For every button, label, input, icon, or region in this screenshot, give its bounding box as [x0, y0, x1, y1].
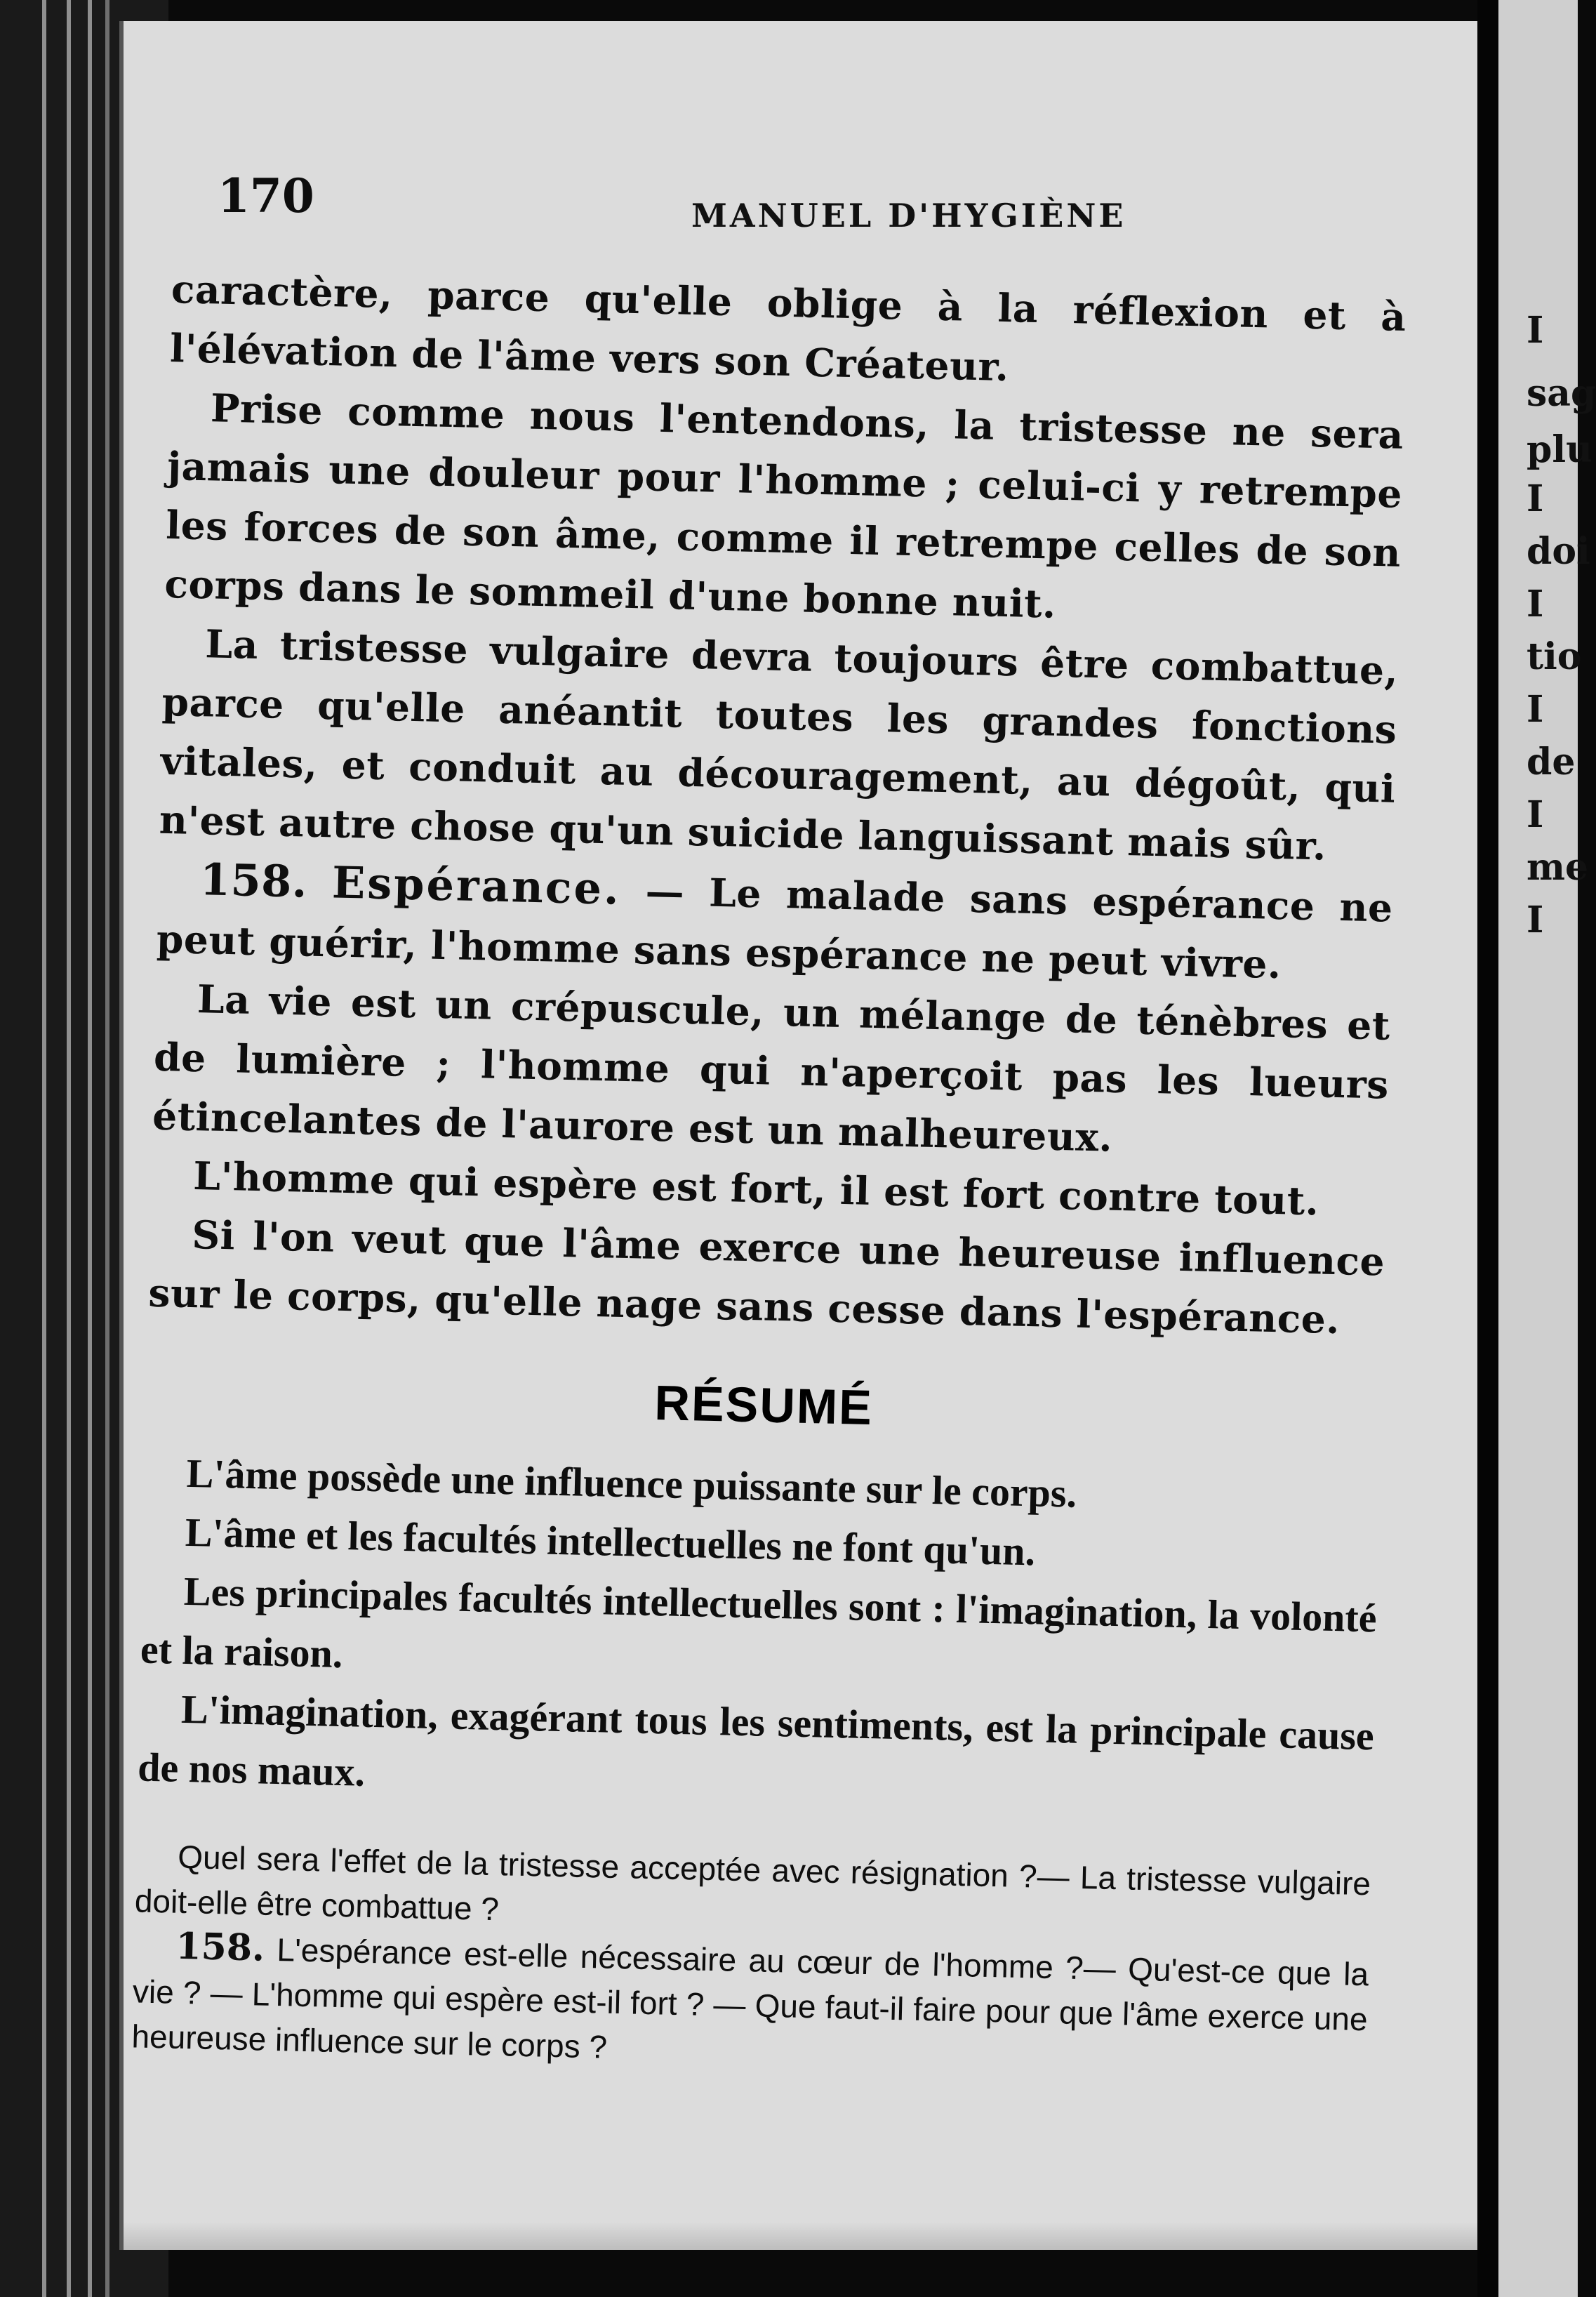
- section-text: — Le malade sans espérance ne peut guérir, l'homme sans espérance ne peut vivre.: [156, 867, 1394, 988]
- paragraph: La vie est un crépuscule, un mélange de ténèbres et de lumière ; l'homme qui n'aperçoit pas les lueurs étincelantes de l'aurore est un malheureux.: [152, 976, 1391, 1160]
- page-edge-line: [42, 0, 46, 2297]
- paragraph: caractère, parce qu'elle oblige à la réflexion et à l'élévation de l'âme vers son Créateur.: [169, 265, 1407, 390]
- page-number: 170: [218, 168, 314, 223]
- facing-page-text: de: [1527, 741, 1576, 783]
- facing-page-text: I: [1527, 899, 1544, 941]
- facing-page-text: I: [1527, 583, 1544, 625]
- facing-page-text: I: [1527, 793, 1544, 836]
- running-head: MANUEL D'HYGIÈNE: [691, 197, 1126, 234]
- resume-heading: RÉSUMÉ: [653, 1375, 874, 1436]
- question-block: Quel sera l'effet de la tristesse acceptée avec résignation ?— La tristesse vulgaire doit-elle être combattue ?: [134, 1838, 1371, 1928]
- section-title: Espérance.: [331, 856, 622, 915]
- summary-line: Les principales facultés intellectuelles sont : l'imagination, la volonté et la raison.: [140, 1568, 1378, 1677]
- page-edge-line: [105, 0, 109, 2297]
- question-text: L'espérance est-elle nécessaire au cœur de l'homme ?— Qu'est-ce que la vie ? — L'homme qui espère est-il fort ? — Que faut-il faire pour que l'âme exerce une heureuse influence sur le corps ?: [131, 1931, 1369, 2065]
- facing-page-text: sag: [1527, 372, 1596, 415]
- book-gutter: [1477, 0, 1498, 2297]
- page-edge-line: [88, 0, 92, 2297]
- section-number: 158.: [199, 854, 308, 908]
- facing-page-text: I: [1527, 688, 1544, 731]
- paragraph: La tristesse vulgaire devra toujours être combattue, parce qu'elle anéantit toutes les grandes fonctions vitales, et conduit au découragement, au dégoût, qui n'est autre chose qu'un suicide languissant mais sûr.: [159, 621, 1399, 869]
- question-block: [131, 1923, 1369, 2086]
- facing-page-text: tio: [1527, 635, 1582, 678]
- summary-line: L'âme possède une influence puissante sur le corps.: [186, 1450, 1077, 1516]
- resume-summary: [137, 1443, 1380, 1825]
- body-text: [148, 260, 1407, 1351]
- page-edge-line: [67, 0, 71, 2297]
- summary-line: L'âme et les facultés intellectuelles ne font qu'un.: [185, 1509, 1036, 1575]
- review-questions: [131, 1833, 1371, 2086]
- paragraph: Prise comme nous l'entendons, la tristesse ne sera jamais une douleur pour l'homme ; celui-ci y retrempe les forces de son âme, comme il retrempe celles de son corps dans le sommeil d'une bonne nuit.: [164, 385, 1404, 627]
- facing-page-fragment: [1498, 0, 1596, 2297]
- summary-line: L'imagination, exagérant tous les sentiments, est la principale cause de nos maux.: [137, 1686, 1375, 1795]
- facing-page-text: I: [1527, 309, 1544, 352]
- paragraph: Si l'on veut que l'âme exerce une heureuse influence sur le corps, qu'elle nage sans cesse dans l'espérance.: [147, 1212, 1385, 1343]
- facing-page-text: doi: [1527, 530, 1590, 573]
- facing-page-text: I: [1527, 477, 1544, 520]
- page-text-block: [131, 260, 1407, 2086]
- facing-page-text: plu: [1527, 428, 1592, 471]
- facing-page-text: me: [1527, 846, 1589, 889]
- question-number: 158.: [175, 1924, 265, 1970]
- paragraph: L'homme qui espère est fort, il est fort contre tout.: [192, 1153, 1320, 1224]
